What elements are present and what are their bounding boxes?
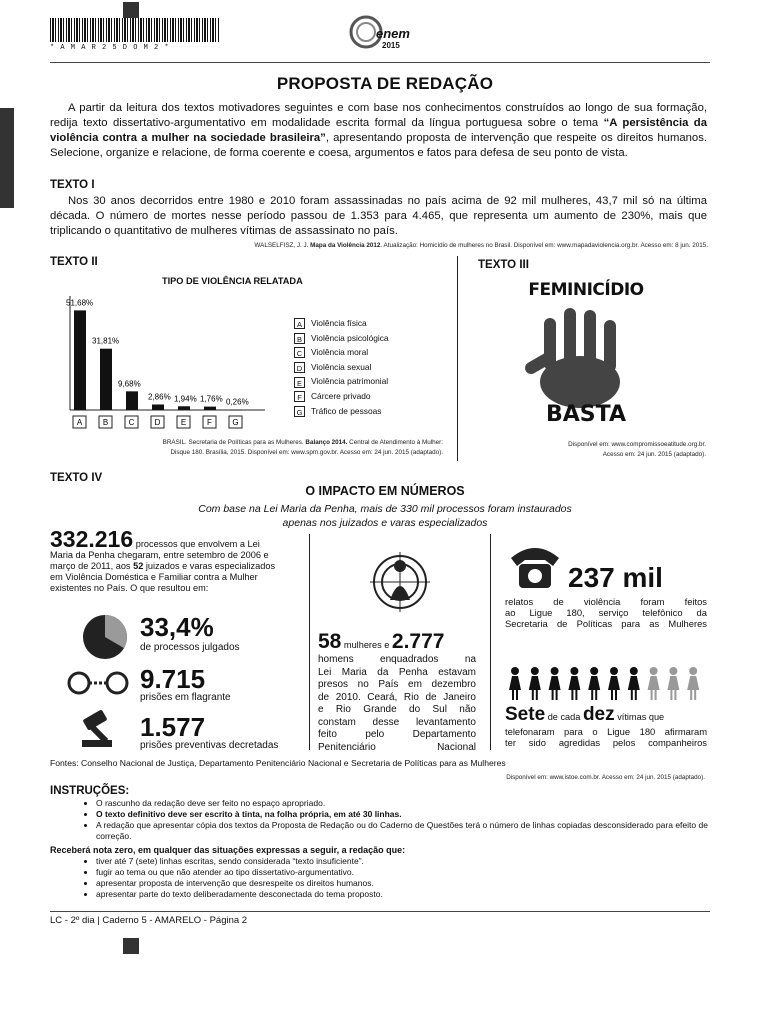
- texto1-source: [130, 242, 708, 249]
- col1-text3b: 52: [133, 561, 144, 571]
- woman-figure-icon: [509, 667, 521, 700]
- side-bar-mark: [0, 108, 14, 208]
- texto-divider: [457, 256, 458, 461]
- col1-text3a: março de 2011, aos: [50, 561, 134, 571]
- woman-figure-head: [689, 667, 697, 675]
- legend-item: [294, 331, 444, 346]
- texto1-label: TEXTO I: [50, 179, 95, 191]
- chart-category-label: C: [128, 418, 135, 427]
- col1-big: 332.216: [50, 526, 134, 552]
- texto4-subtitle-2: apenas nos juizados e varas especializados: [282, 517, 488, 529]
- stat1-label: de processos julgados: [140, 642, 240, 653]
- legend-item: [294, 345, 444, 360]
- legend-key: G: [294, 406, 305, 417]
- telephone-icon: [507, 542, 563, 590]
- texto1-source-a: WALSELFISZ, J. J.: [254, 242, 311, 249]
- stat3-value: 1.577: [140, 712, 206, 742]
- de-cada: de cada: [545, 712, 583, 722]
- col2-headline: [318, 630, 444, 654]
- chart-legend: [294, 316, 444, 418]
- chart-value-label: 51,68%: [66, 298, 94, 308]
- legend-label: Violência psicológica: [311, 332, 389, 343]
- woman-figure-dress: [509, 676, 521, 690]
- texto2-source-a: BRASIL. Secretaria de Políticas para as Mulheres.: [162, 439, 306, 446]
- legend-label: Violência física: [311, 318, 367, 328]
- col2-n2: 2.777: [391, 630, 445, 653]
- texto2-source-b: Balanço 2014.: [305, 439, 348, 446]
- sete-word: Sete: [505, 704, 546, 725]
- col2-line: Penitenciário Nacional: [318, 741, 476, 753]
- col-divider-1: [309, 534, 310, 750]
- instrucoes-list: [50, 798, 710, 842]
- legend-item: [294, 360, 444, 375]
- woman-figure-dress: [628, 676, 640, 690]
- woman-figure-head: [610, 667, 618, 675]
- col2-text: [318, 654, 476, 754]
- chart-value-label: 31,81%: [92, 336, 120, 346]
- texto1-text: Nos 30 anos decorridos entre 1980 e 2010 foram assassinadas no país acima de 92 mil mulheres, 43,7 mil só na última década. O número de mortes nesse período passou de 1.353 para 4.465, que representa um aumento de 230%, mais que triplicando o quantitativo de mulheres vítimas de assassinato no país.: [50, 195, 707, 237]
- texto1-source-b: Mapa da Violência 2012: [310, 242, 381, 249]
- registration-mark-top: [123, 2, 139, 18]
- legend-item: [294, 404, 444, 419]
- col2-line: Lei Maria da Penha estavam: [318, 666, 476, 678]
- legend-item: [294, 389, 444, 404]
- woman-figure-icon: [588, 667, 600, 700]
- texto3-label: TEXTO III: [478, 259, 529, 271]
- chart-bar: [178, 406, 190, 410]
- legend-label: Tráfico de pessoas: [311, 405, 382, 416]
- legend-key: D: [294, 362, 305, 373]
- chart-category-label: D: [154, 418, 161, 427]
- legend-item: [294, 316, 444, 331]
- texto4-subtitle-1: Com base na Lei Maria da Penha, mais de 330 mil processos foram instaurados: [198, 503, 572, 515]
- poster-bottom-text: BASTA: [546, 402, 626, 427]
- woman-figure-leg: [552, 690, 554, 700]
- instrucoes-label: INSTRUÇÕES:: [50, 785, 130, 797]
- handcuffs-icon: [66, 670, 130, 696]
- col1-text4: em Violência Doméstica e Familiar contra a Mulher: [50, 572, 258, 582]
- col2-line: constam desse levantamento: [318, 716, 476, 728]
- woman-figure-leg: [651, 690, 653, 700]
- woman-figure-icon: [549, 667, 561, 700]
- chart-category-label: B: [102, 418, 109, 427]
- woman-figure-leg: [556, 690, 558, 700]
- legend-key: E: [294, 377, 305, 388]
- col2-n1-text: mulheres e: [341, 640, 392, 650]
- sete-line: [505, 704, 664, 726]
- woman-figure-icon: [628, 667, 640, 700]
- legend-item: [294, 374, 444, 389]
- target-icon: [370, 548, 430, 612]
- woman-figure-dress: [667, 676, 679, 690]
- texto2-source-d: Disque 180. Brasília, 2015. Disponível em: www.spm.gov.br. Acesso em: 24 jun. 2015 (adaptado).: [170, 449, 443, 456]
- col2-line: e Rio Grande do Sul não: [318, 704, 476, 715]
- legend-key: C: [294, 347, 305, 358]
- woman-figure-leg: [575, 690, 577, 700]
- woman-figure-icon: [667, 667, 679, 700]
- intro-theme: “A persistência da violência contra a mulher na sociedade brasileira”: [50, 117, 707, 144]
- stat2-value: 9.715: [140, 664, 206, 694]
- chart-bar: [126, 391, 138, 410]
- women-figures: [505, 666, 707, 702]
- chart-category-label: A: [76, 418, 83, 427]
- woman-figure-icon: [568, 667, 580, 700]
- feminicidio-poster: [510, 278, 662, 436]
- col2-line: de 2010. Ceará, Rio de Janeiro: [318, 691, 476, 703]
- woman-figure-leg: [571, 690, 573, 700]
- legend-key: B: [294, 333, 305, 344]
- col1-text5: existentes no País. O que resultou em:: [50, 583, 209, 593]
- woman-figure-dress: [648, 676, 660, 690]
- texto1-source-c: . Atualização: Homicídio de mulheres no Brasil. Disponível em: www.mapadaviolencia.org.br. Acesso em: 8 jun. 2015.: [380, 242, 708, 249]
- col3-text2: [505, 726, 707, 748]
- col3-line2: telefonaram para o Ligue 180 afirmaram: [505, 726, 707, 737]
- woman-figure-leg: [635, 690, 637, 700]
- chart-value-label: 0,26%: [226, 397, 249, 407]
- instrucao-item: • O rascunho da redação deve ser feito no espaço apropriado.: [96, 798, 710, 809]
- instrucao-item: • O texto definitivo deve ser escrito à tinta, na folha própria, em até 30 linhas.: [96, 809, 710, 820]
- woman-figure-head: [551, 667, 559, 675]
- header-rule: [50, 62, 710, 63]
- dez-word: dez: [582, 704, 615, 725]
- woman-figure-leg: [694, 690, 696, 700]
- col3-line2: ter sido agredidas pelos companheiros: [505, 737, 707, 748]
- barcode: [50, 18, 220, 42]
- footer-rule: [50, 911, 710, 912]
- legend-label: Violência patrimonial: [311, 376, 389, 387]
- woman-figure-dress: [529, 676, 541, 690]
- women-figures-svg: [505, 666, 707, 702]
- texto4-heading: O IMPACTO EM NÚMEROS: [305, 484, 465, 498]
- woman-figure-dress: [568, 676, 580, 690]
- chart-category-label: G: [232, 418, 239, 427]
- chart-value-label: 9,68%: [118, 379, 141, 389]
- zero-list: [50, 856, 710, 900]
- woman-figure-leg: [512, 690, 514, 700]
- instrucao-item: • A redação que apresentar cópia dos textos da Proposta de Redação ou do Caderno de Questões terá o número de linhas copiadas desconsiderado para efeito de correção.: [96, 820, 710, 842]
- woman-figure-icon: [608, 667, 620, 700]
- zero-item: • fugir ao tema ou que não atender ao tipo dissertativo-argumentativo.: [96, 867, 710, 878]
- woman-figure-head: [570, 667, 578, 675]
- zero-label: Receberá nota zero, em qualquer das situações expressas a seguir, a redação que:: [50, 845, 406, 855]
- woman-figure-leg: [631, 690, 633, 700]
- col3-line: relatos de violência foram feitos: [505, 596, 707, 607]
- woman-figure-dress: [608, 676, 620, 690]
- chart-title: TIPO DE VIOLÊNCIA RELATADA: [162, 276, 303, 286]
- woman-figure-icon: [648, 667, 660, 700]
- woman-figure-leg: [690, 690, 692, 700]
- intro-part1: A partir da leitura dos textos motivadores seguintes e com base nos conhecimentos construídos ao longo de sua formação, redija texto dissertativo-argumentativo em modalidade escrita formal da língua portuguesa sobre o tema: [50, 102, 707, 129]
- col-divider-2: [490, 534, 491, 750]
- pie-chart-icon: [80, 612, 130, 662]
- legend-label: Violência sexual: [311, 361, 372, 372]
- zero-item: • tiver até 7 (sete) linhas escritas, sendo considerada “texto insuficiente”.: [96, 856, 710, 867]
- texto2-label: TEXTO II: [50, 256, 98, 268]
- col3-big: 237 mil: [568, 562, 663, 593]
- bar-chart: [60, 290, 290, 430]
- woman-figure-head: [511, 667, 519, 675]
- legend-label: Cárcere privado: [311, 390, 371, 401]
- enem-logo: [344, 14, 418, 54]
- woman-figure-dress: [588, 676, 600, 690]
- woman-figure-head: [590, 667, 598, 675]
- chart-bar: [100, 349, 112, 410]
- texto3-source: [470, 440, 706, 460]
- col2-n1: 58: [318, 630, 342, 653]
- chart-value-label: 2,86%: [148, 392, 171, 402]
- intro-part2: , apresentando proposta de intervenção que respeite os direitos humanos. Selecione, organize e relacione, de forma coerente e coesa, argumentos e fatos para defesa de seu ponto de vista.: [50, 132, 707, 159]
- woman-figure-head: [531, 667, 539, 675]
- page-title: PROPOSTA DE REDAÇÃO: [276, 74, 494, 93]
- woman-figure-leg: [674, 690, 676, 700]
- texto4-source: Disponível em: www.istoe.com.br. Acesso em: 24 jun. 2015 (adaptado).: [506, 774, 705, 781]
- woman-figure-dress: [687, 676, 699, 690]
- stat2-label: prisões em flagrante: [140, 692, 231, 703]
- col1-text2: Maria da Penha chegaram, entre setembro de 2006 e: [50, 550, 269, 560]
- registration-mark-bottom: [123, 938, 139, 954]
- col3-line: Secretaria de Políticas para as Mulheres: [505, 618, 707, 629]
- woman-figure-leg: [532, 690, 534, 700]
- woman-figure-leg: [536, 690, 538, 700]
- col2-line: homens enquadrados na: [318, 654, 476, 665]
- intro-paragraph: [50, 101, 707, 161]
- texto4-label: TEXTO IV: [50, 472, 103, 484]
- woman-figure-head: [630, 667, 638, 675]
- chart-value-label: 1,76%: [200, 394, 223, 404]
- col3-line: ao Ligue 180, serviço telefônico da: [505, 607, 707, 618]
- page-footer: LC - 2º dia | Caderno 5 - AMARELO - Página 2: [50, 915, 248, 926]
- texto1-body: [50, 194, 707, 239]
- zero-item: • apresentar parte do texto deliberadamente desconectada do tema proposto.: [96, 889, 710, 900]
- woman-figure-icon: [687, 667, 699, 700]
- col2-line: feito pelo Departamento: [318, 729, 476, 740]
- col1: [50, 526, 300, 594]
- chart-value-label: 1,94%: [174, 394, 197, 404]
- woman-figure-icon: [529, 667, 541, 700]
- instrucoes-list-wrap: [50, 798, 710, 900]
- col3-text: [505, 596, 707, 629]
- woman-figure-head: [669, 667, 677, 675]
- chart-bar: [74, 310, 86, 410]
- chart-bar: [152, 404, 164, 410]
- woman-figure-leg: [670, 690, 672, 700]
- stat1-value: 33,4%: [140, 612, 214, 642]
- texto2-source: [60, 438, 443, 458]
- zero-item: • apresentar proposta de intervenção que desrespeite os direitos humanos.: [96, 878, 710, 889]
- col1-text1: processos que envolvem a Lei: [135, 539, 260, 549]
- enem-logo-text: enem: [376, 26, 410, 41]
- woman-figure-dress: [549, 676, 561, 690]
- gavel-icon: [80, 708, 124, 748]
- woman-figure-leg: [591, 690, 593, 700]
- chart-bar: [204, 407, 216, 410]
- chart-category-label: F: [207, 418, 212, 427]
- barcode-text: * A M A R 2 5 D O M 2 *: [50, 44, 170, 52]
- texto3-source-a: Disponível em: www.compromissoeatitude.org.br.: [568, 441, 706, 448]
- woman-figure-head: [650, 667, 658, 675]
- chart-category-label: E: [180, 418, 187, 427]
- legend-key: F: [294, 391, 305, 402]
- woman-figure-leg: [611, 690, 613, 700]
- col2-line: presos no País em dezembro: [318, 679, 476, 690]
- texto2-source-c: Central de Atendimento à Mulher:: [347, 439, 443, 446]
- legend-label: Violência moral: [311, 347, 369, 358]
- woman-figure-leg: [655, 690, 657, 700]
- woman-figure-leg: [595, 690, 597, 700]
- woman-figure-leg: [516, 690, 518, 700]
- texto3-source-b: Acesso em: 24 jun. 2015 (adaptado).: [602, 451, 706, 458]
- poster-top-text: FEMINICÍDIO: [528, 280, 644, 300]
- sete-tail: vítimas que: [614, 712, 665, 722]
- texto4-fontes: Fontes: Conselho Nacional de Justiça, Departamento Penitenciário Nacional e Secretaria de Políticas para as Mulheres: [50, 758, 506, 768]
- legend-key: A: [294, 318, 305, 329]
- col1-text3c: juizados e varas especializados: [143, 561, 276, 571]
- woman-figure-leg: [615, 690, 617, 700]
- enem-logo-year: 2015: [382, 41, 400, 50]
- chart-bar: [230, 409, 242, 410]
- stat3-label: prisões preventivas decretadas: [140, 740, 279, 751]
